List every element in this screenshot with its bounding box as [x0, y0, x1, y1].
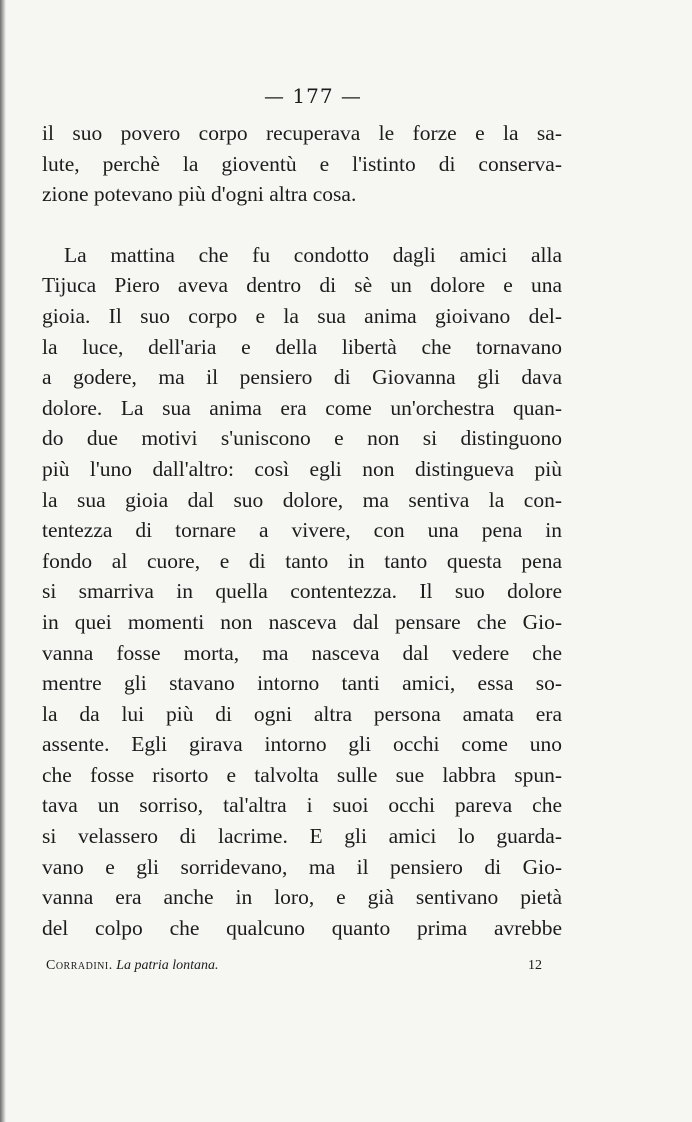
text-line: vanna fosse morta, ma nasceva dal vedere che: [42, 640, 562, 665]
text-line: mentre gli stavano intorno tanti amici, essa so-: [42, 671, 562, 696]
page-footer: [46, 958, 542, 974]
paragraph-2: [42, 240, 562, 944]
text-line: si smarriva in quella contentezza. Il suo dolore: [42, 579, 562, 604]
text-line: il suo povero corpo recuperava le forze e la sa-: [42, 121, 562, 145]
text-line: si velassero di lacrime. E gli amici lo guarda-: [42, 824, 562, 849]
paragraph-1: [42, 118, 562, 210]
text-line: Tijuca Piero aveva dentro di sè un dolore e una: [42, 273, 562, 298]
text-line: tentezza di tornare a vivere, con una pena in: [42, 518, 562, 543]
text-line: dolore. La sua anima era come un'orchestra quan-: [42, 395, 562, 420]
text-line: zione potevano più d'ogni altra cosa.: [42, 182, 357, 207]
text-line: che fosse risorto e talvolta sulle sue labbra spun-: [42, 762, 562, 787]
text-line: vano e gli sorridevano, ma il pensiero di Gio-: [42, 854, 562, 879]
text-line: la sua gioia dal suo dolore, ma sentiva la con-: [42, 487, 562, 512]
text-line: do due motivi s'uniscono e non si distinguono: [42, 426, 562, 451]
text-line: lute, perchè la gioventù e l'istinto di conserva-: [42, 151, 562, 176]
text-line: del colpo che qualcuno quanto prima avrebbe: [42, 915, 562, 940]
text-line: a godere, ma il pensiero di Giovanna gli dava: [42, 365, 562, 390]
text-line: in quei momenti non nasceva dal pensare che Gio-: [42, 609, 562, 634]
text-line: La mattina che fu condotto dagli amici alla: [64, 242, 562, 267]
text-line: assente. Egli girava intorno gli occhi come uno: [42, 732, 562, 757]
footer-book-title: La patria lontana.: [116, 958, 219, 973]
signature-mark: 12: [528, 958, 542, 973]
paragraph-break: [42, 210, 562, 240]
text-line: fondo al cuore, e di tanto in tanto questa pena: [42, 548, 562, 573]
text-line: vanna era anche in loro, e già sentivano pietà: [42, 885, 562, 910]
page-number: — 177 —: [264, 84, 362, 108]
text-line: la luce, dell'aria e della libertà che tornavano: [42, 334, 562, 359]
text-line: la da lui più di ogni altra persona amata era: [42, 701, 562, 726]
text-line: più l'uno dall'altro: così egli non distingueva più: [42, 456, 562, 481]
footer-author: Corradini.: [46, 958, 113, 973]
body-text: [42, 118, 562, 943]
text-line: tava un sorriso, tal'altra i suoi occhi pareva che: [42, 793, 562, 818]
text-line: gioia. Il suo corpo e la sua anima gioivano del-: [42, 303, 562, 328]
page-edge: [0, 0, 6, 1122]
footer-credit: [46, 958, 219, 974]
